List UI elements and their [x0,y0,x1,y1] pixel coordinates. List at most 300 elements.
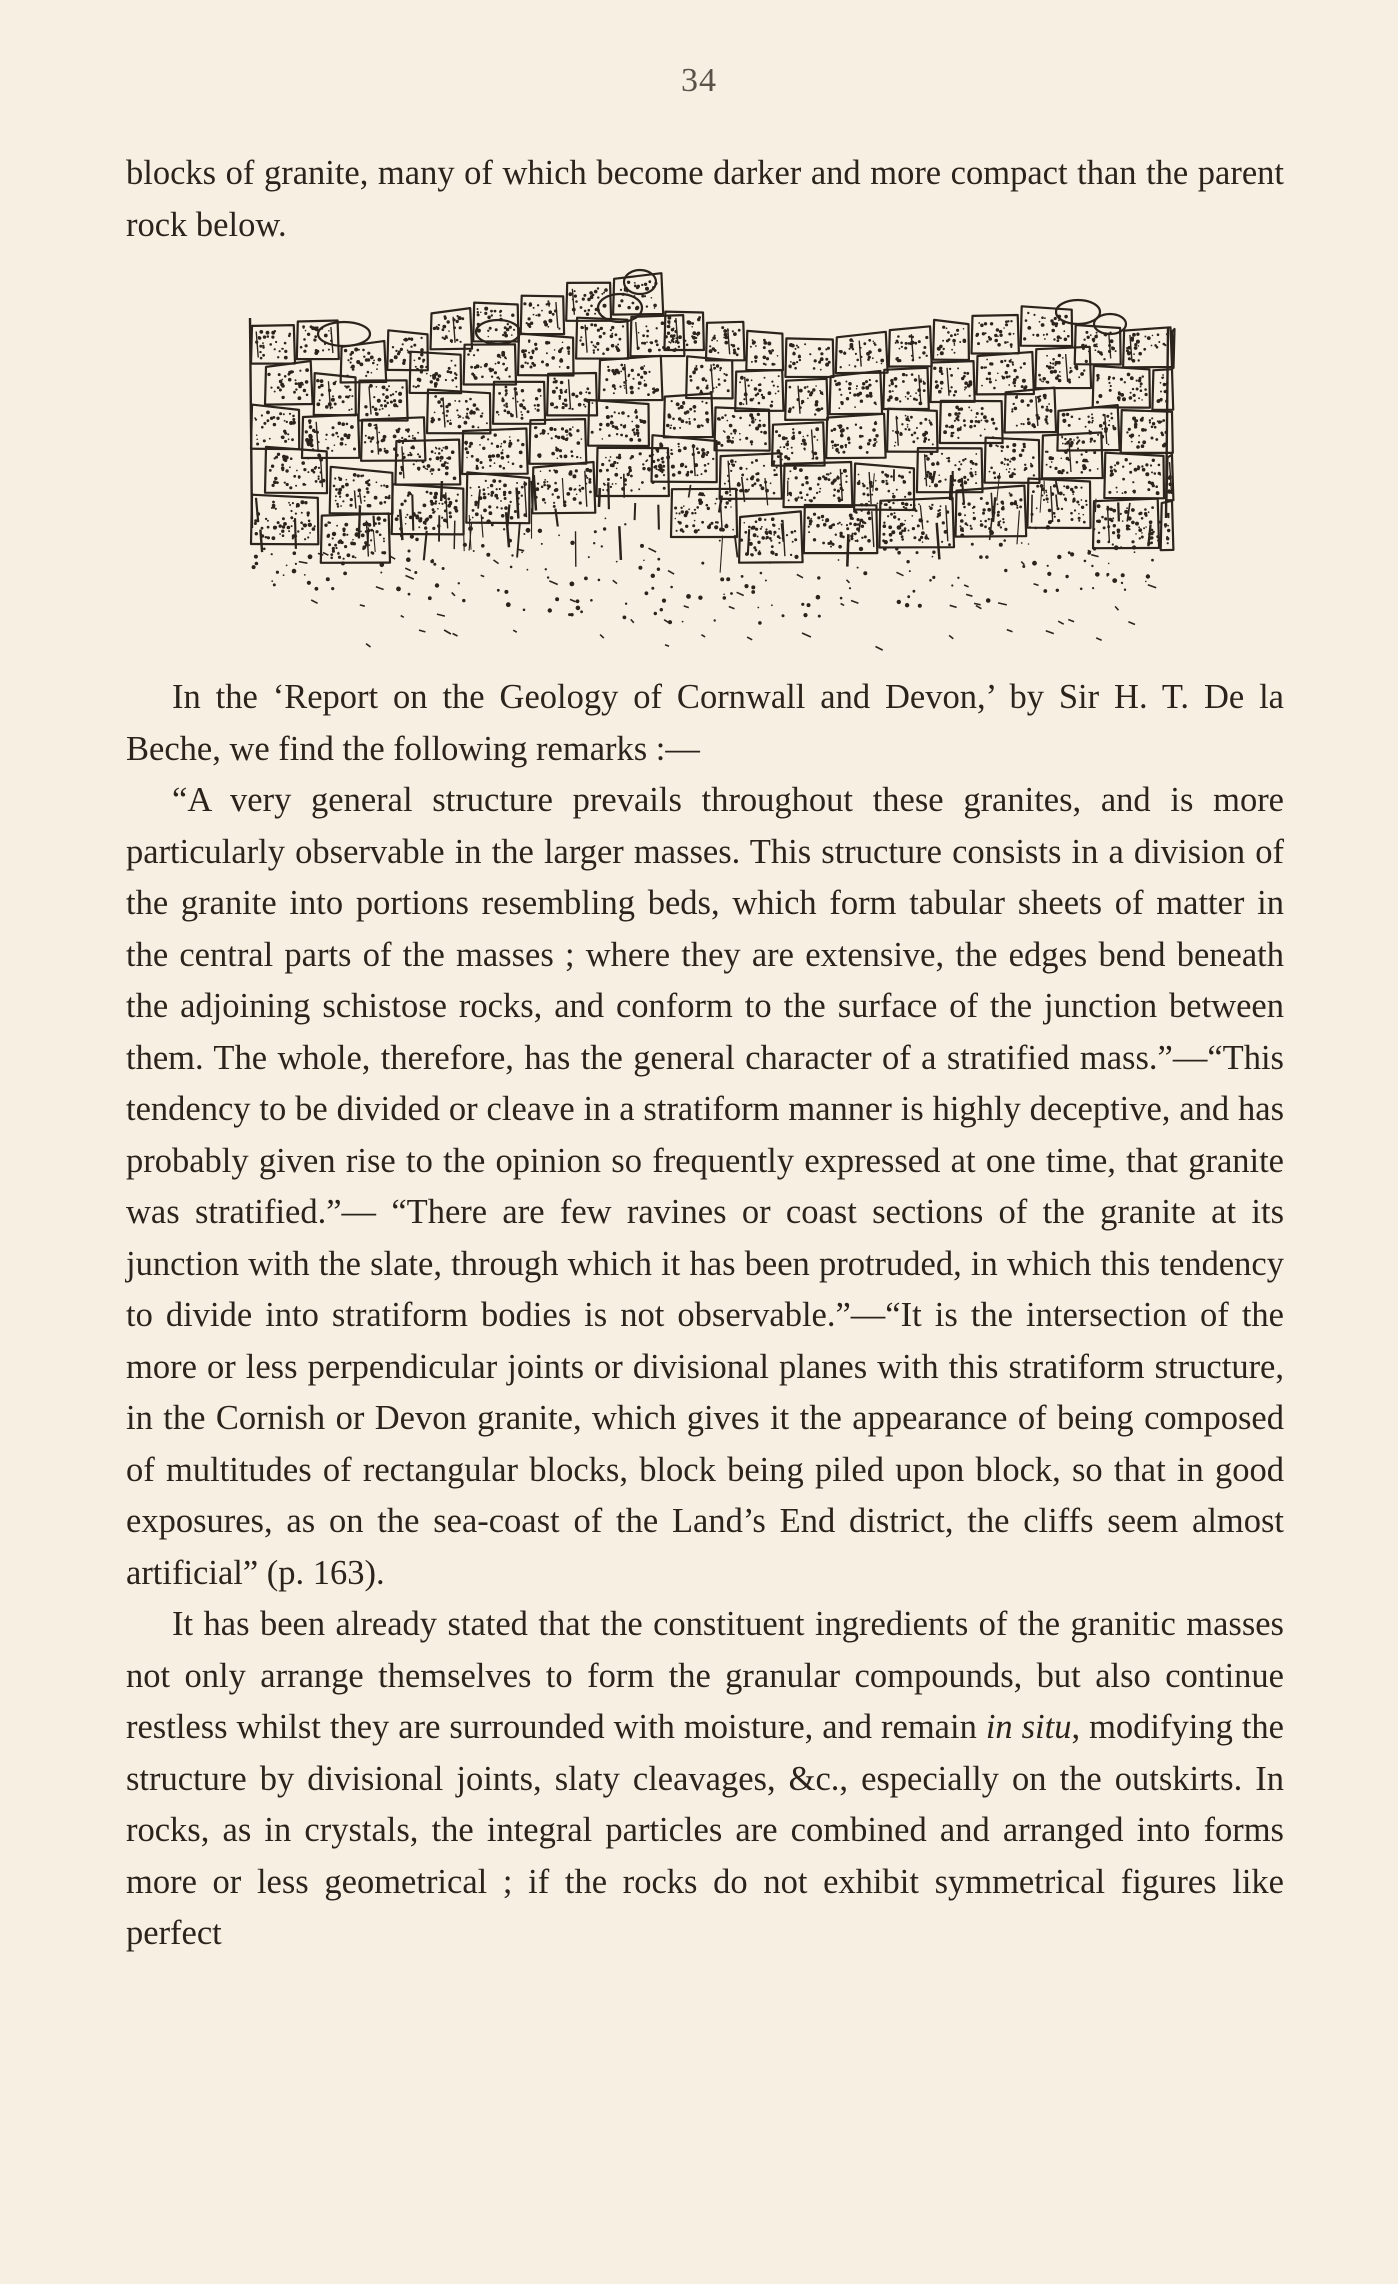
granite-speckle [846,397,849,400]
granite-speckle [960,519,964,523]
granite-speckle [423,521,427,525]
granite-speckle [643,365,645,367]
granite-speckle [737,483,741,487]
granite-speckle [535,408,537,410]
debris-dot [960,534,964,538]
weathered-fissure [1040,486,1042,513]
granite-speckle [813,497,816,500]
granite-speckle [472,509,475,512]
debris-dot [692,524,695,527]
granite-speckle [670,425,672,427]
debris-dot [255,532,258,535]
joint-hatch [377,425,379,455]
granite-speckle [318,467,320,469]
granite-speckle [1007,463,1010,466]
granite-speckle [661,321,665,325]
granite-speckle [662,461,665,464]
granite-speckle [1046,381,1048,383]
granite-speckle [839,388,842,391]
granite-speckle [1027,404,1030,407]
granite-speckle [627,473,630,476]
granite-speckle [601,463,604,466]
granite-speckle [481,412,483,414]
granite-speckle [594,313,596,315]
granite-speckle [263,422,266,425]
granite-speckle [489,459,492,462]
joint-hatch [1109,332,1111,358]
granite-speckle [899,433,902,436]
granite-speckle [255,419,257,421]
granite-speckle [739,381,741,383]
granite-speckle [1131,508,1135,512]
granite-speckle [1116,491,1118,493]
granite-speckle [627,306,630,309]
debris-dash [976,606,982,609]
granite-speckle [618,412,620,414]
granite-speckle [807,398,809,400]
granite-speckle [1144,508,1147,511]
granite-speckle [351,351,354,354]
granite-speckle [371,450,374,453]
granite-speckle [448,367,451,370]
granite-speckle [275,341,277,343]
granite-speckle [846,475,848,477]
granite-speckle [324,334,328,338]
granite-speckle [388,385,390,387]
granite-speckle [489,511,493,515]
granite-speckle [265,518,267,520]
granite-speckle [614,426,618,430]
granite-speckle [521,349,525,353]
granite-speckle [638,438,642,442]
granite-speckle [775,553,778,556]
granite-speckle [725,491,729,495]
granite-speckle [996,328,999,331]
granite-speckle [768,350,771,353]
granite-speckle [1154,472,1157,475]
granite-speckle [733,332,737,336]
granite-speckle [758,552,762,556]
weathered-fissure [1032,495,1033,523]
weathered-fissure [534,475,536,510]
granite-speckle [266,331,270,335]
granite-speckle [508,442,512,446]
debris-dot [605,518,607,520]
granite-speckle [1066,472,1068,474]
granite-speckle [866,451,869,454]
debris-dot [408,593,411,596]
granite-speckle [946,327,948,329]
granite-speckle [444,446,448,450]
granite-speckle [466,413,468,415]
granite-speckle [1135,419,1138,422]
granite-speckle [414,360,416,362]
granite-speckle [850,345,854,349]
closing-paragraph [126,1599,1284,1960]
granite-speckle [841,524,843,526]
granite-speckle [1105,335,1107,337]
granite-speckle [500,446,502,448]
granite-speckle [758,424,762,428]
debris-dot [1056,589,1059,592]
granite-speckle [845,444,848,447]
granite-speckle [305,330,307,332]
granite-speckle [950,334,953,337]
granite-speckle [381,551,384,554]
granite-speckle [1110,413,1112,415]
granite-speckle [1065,317,1067,319]
granite-speckle [1049,409,1052,412]
granite-speckle [579,391,582,394]
granite-speckle [301,527,304,530]
granite-speckle [763,356,767,360]
granite-speckle [952,339,956,343]
debris-dot [989,530,993,534]
granite-speckle [281,468,284,471]
granite-speckle [1036,334,1039,337]
granite-speckle [845,446,847,448]
granite-speckle [994,477,997,480]
granite-speckle [575,300,578,303]
granite-speckle [642,420,646,424]
granite-speckle [1072,499,1075,502]
granite-speckle [500,314,502,316]
granite-speckle [429,458,432,461]
granite-speckle [788,492,792,496]
granite-speckle [1129,435,1132,438]
granite-speckle [764,377,766,379]
granite-speckle [835,534,837,536]
debris-dot [1147,542,1150,545]
debris-dash [949,635,953,638]
joint-hatch [872,511,874,547]
granite-speckle [592,294,595,297]
granite-speckle [866,394,870,398]
joint-hatch [896,416,898,446]
granite-speckle [1067,335,1070,338]
debris-dot [985,555,988,558]
granite-speckle [889,395,893,399]
debris-dot [265,536,267,538]
granite-speckle [1136,333,1139,336]
debris-dot [308,554,313,559]
granite-speckle [1108,444,1110,446]
granite-speckle [545,363,549,367]
granite-speckle [954,412,958,416]
granite-speckle [755,345,757,347]
weathered-fissure [859,520,861,533]
debris-dash [1046,631,1054,634]
granite-speckle [1093,440,1096,443]
granite-speckle [358,489,362,493]
granite-speckle [442,463,446,467]
granite-speckle [911,434,914,437]
granite-speckle [540,471,542,473]
granite-speckle [451,360,453,362]
granite-speckle [1076,436,1078,438]
granite-speckle [1141,417,1144,420]
granite-speckle [700,501,703,504]
granite-speckle [543,320,547,324]
granite-speckle [915,399,918,402]
granite-speckle [603,388,606,391]
granite-speckle [552,390,556,394]
granite-speckle [1122,492,1124,494]
debris-dot [1156,535,1159,538]
weathered-fissure [920,505,923,529]
granite-speckle [267,526,270,529]
granite-speckle [740,376,744,380]
granite-speckle [678,417,682,421]
granite-speckle [307,536,309,538]
granite-speckle [791,447,793,449]
granite-speckle [332,550,335,553]
granite-speckle [831,440,834,443]
granite-speckle [559,366,561,368]
debris-dot [1150,532,1153,535]
granite-speckle [566,434,568,436]
granite-speckle [547,300,549,302]
granite-speckle [1029,399,1033,403]
granite-speckle [375,530,378,533]
granite-speckle [733,465,735,467]
granite-speckle [379,409,381,411]
granite-speckle [850,535,853,538]
granite-speckle [974,425,977,428]
granite-speckle [1112,427,1114,429]
granite-speckle [727,420,729,422]
granite-speckle [643,371,647,375]
granite-speckle [1098,532,1100,534]
debris-dot [816,595,821,600]
granite-speckle [719,370,721,372]
granite-speckle [696,386,699,389]
granite-speckle [1138,359,1140,361]
granite-speckle [435,447,437,449]
granite-speckle [1076,487,1078,489]
granite-speckle [284,440,287,443]
granite-speckle [859,446,863,450]
debris-dot [526,528,531,533]
granite-speckle [298,477,300,479]
granite-speckle [347,385,349,387]
granite-speckle [491,376,493,378]
granite-speckle [725,374,728,377]
granite-speckle [537,388,541,392]
granite-speckle [645,287,649,291]
granite-speckle [867,539,871,543]
granite-speckle [751,420,755,424]
granite-speckle [957,437,959,439]
granite-speckle [885,503,888,506]
granite-speckle [1098,394,1102,398]
granite-speckle [971,410,973,412]
granite-speckle [293,475,296,478]
granite-speckle [620,477,622,479]
granite-speckle [751,527,754,530]
granite-speckle [351,365,355,369]
weathered-fissure [355,490,356,508]
granite-speckle [335,432,338,435]
granite-speckle [522,406,525,409]
debris-dot [286,565,288,567]
granite-speckle [942,521,945,524]
granite-speckle [868,339,871,342]
granite-speckle [756,478,760,482]
granite-speckle [555,387,558,390]
granite-speckle [500,452,503,455]
granite-speckle [1072,494,1074,496]
weathered-fissure [1056,481,1059,494]
granite-speckle [1126,507,1128,509]
granite-speckle [472,425,475,428]
granite-speckle [935,380,938,383]
granite-speckle [1012,364,1014,366]
granite-speckle [951,349,953,351]
granite-speckle [707,525,711,529]
granite-speckle [579,485,581,487]
granite-speckle [309,422,311,424]
granite-speckle [1085,331,1088,334]
granite-speckle [1151,345,1153,347]
granite-speckle [300,521,303,524]
granite-speckle [787,448,789,450]
granite-speckle [809,499,811,501]
granite-speckle [771,363,774,366]
granite-speckle [496,411,499,414]
granite-speckle [1161,433,1164,436]
granite-speckle [1104,517,1107,520]
granite-speckle [291,438,294,441]
debris-dot [760,572,763,575]
granite-speckle [441,503,443,505]
debris-dot [463,543,467,547]
granite-speckle [377,399,381,403]
debris-dot [895,547,898,550]
weathered-fissure [260,530,262,553]
granite-speckle [346,423,349,426]
granite-speckle [472,517,474,519]
granite-speckle [787,441,789,443]
debris-dot [897,551,901,555]
granite-speckle [936,384,939,387]
granite-speckle [1133,394,1136,397]
granite-speckle [732,344,735,347]
granite-speckle [905,428,907,430]
granite-speckle [849,392,851,394]
granite-speckle [1001,450,1003,452]
granite-speckle [788,499,790,501]
granite-speckle [303,389,306,392]
granite-speckle [380,485,382,487]
granite-speckle [1160,391,1162,393]
granite-speckle [562,406,565,409]
granite-speckle [630,489,632,491]
granite-speckle [924,437,927,440]
granite-speckle [706,451,709,454]
granite-speckle [737,347,740,350]
granite-speckle [566,391,568,393]
granite-speckle [373,396,375,398]
granite-speckle [551,437,553,439]
debris-dot [730,592,733,595]
granite-speckle [505,368,508,371]
granite-speckle [275,508,277,510]
granite-speckle [279,533,281,535]
granite-speckle [963,328,965,330]
debris-dot [408,550,411,553]
granite-speckle [928,420,930,422]
granite-speckle [581,487,584,490]
granite-speckle [812,388,815,391]
granite-speckle [758,384,760,386]
granite-speckle [980,435,982,437]
debris-dot [770,540,772,542]
granite-speckle [267,373,270,376]
granite-speckle [1126,527,1129,530]
granite-speckle [477,349,480,352]
granite-speckle [480,366,482,368]
granite-speckle [1004,463,1006,465]
debris-dot [332,532,336,536]
granite-speckle [607,478,610,481]
debris-dash [323,553,329,556]
granite-speckle [1012,457,1016,461]
granite-speckle [290,370,293,373]
debris-dot [765,580,767,582]
granite-speckle [795,348,797,350]
debris-dot [271,553,273,555]
debris-dot [330,557,333,560]
granite-speckle [658,464,662,468]
granite-speckle [917,524,920,527]
granite-speckle [414,514,417,517]
granite-speckle [305,430,308,433]
granite-speckle [546,352,548,354]
granite-speckle [521,486,524,489]
granite-speckle [918,340,921,343]
granite-speckle [792,428,794,430]
granite-speckle [733,415,736,418]
granite-speckle [586,387,589,390]
debris-dot [616,561,618,563]
granite-speckle [674,507,677,510]
granite-speckle [569,428,572,431]
granite-speckle [502,449,504,451]
granite-speckle [407,339,409,341]
granite-speckle [404,500,407,503]
granite-speckle [1141,399,1143,401]
granite-speckle [1132,388,1134,390]
granite-speckle [683,505,685,507]
granite-speckle [754,355,758,359]
granite-speckle [830,546,832,548]
granite-speckle [584,310,587,313]
debris-dot [328,543,331,546]
granite-speckle [553,505,556,508]
granite-speckle [825,363,829,367]
granite-speckle [929,421,932,424]
granite-speckle [964,372,967,375]
granite-speckle [904,347,907,350]
granite-speckle [374,408,378,412]
granite-speckle [1011,408,1013,410]
granite-speckle [507,411,511,415]
granite-speckle [796,361,798,363]
granite-speckle [1090,441,1092,443]
granite-speckle [1000,461,1003,464]
debris-dot [948,543,951,546]
